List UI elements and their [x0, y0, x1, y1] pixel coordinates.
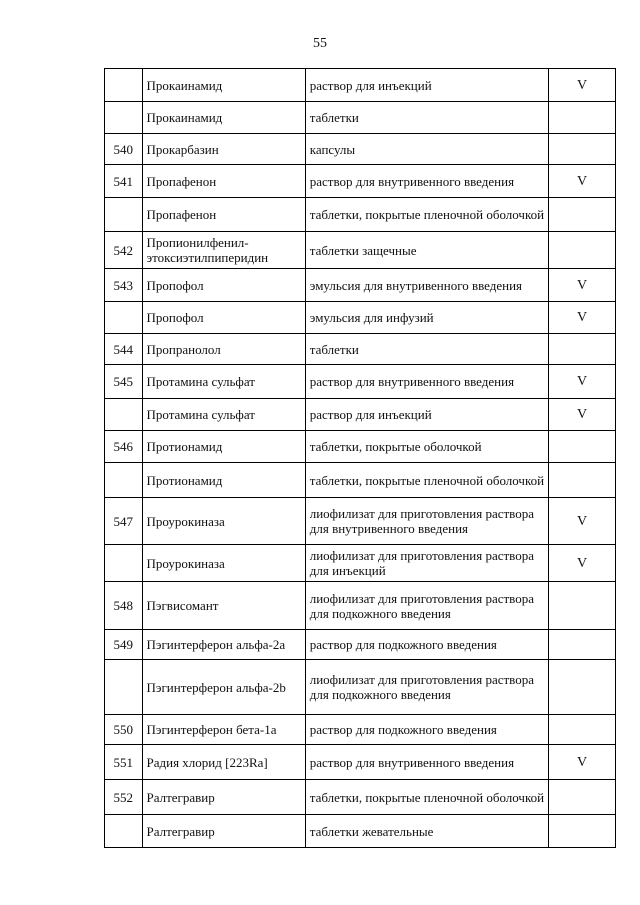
essential-mark: V	[549, 269, 616, 302]
row-number: 552	[105, 780, 143, 815]
dosage-form: лиофилизат для приготовления раствора для инъекций	[305, 545, 548, 582]
drug-name: Прокаинамид	[142, 102, 305, 134]
essential-mark	[549, 463, 616, 498]
drug-name: Пропранолол	[142, 334, 305, 365]
row-number: 547	[105, 498, 143, 545]
dosage-form: раствор для подкожного введения	[305, 630, 548, 660]
table-row	[105, 232, 616, 269]
drug-name: Пропафенон	[142, 198, 305, 232]
table-row	[105, 365, 616, 399]
row-number	[105, 302, 143, 334]
drug-name: Пропофол	[142, 269, 305, 302]
table-row	[105, 498, 616, 545]
dosage-form: таблетки	[305, 334, 548, 365]
dosage-form: эмульсия для инфузий	[305, 302, 548, 334]
drug-name: Пэгвисомант	[142, 582, 305, 630]
essential-mark	[549, 815, 616, 848]
table-row	[105, 165, 616, 198]
drug-name: Пэгинтерферон бета-1a	[142, 715, 305, 745]
essential-mark	[549, 582, 616, 630]
table-row	[105, 69, 616, 102]
table-row	[105, 780, 616, 815]
medication-table-body	[105, 69, 616, 848]
row-number: 551	[105, 745, 143, 780]
table-row	[105, 334, 616, 365]
dosage-form: таблетки защечные	[305, 232, 548, 269]
drug-name: Проурокиназа	[142, 545, 305, 582]
essential-mark: V	[549, 69, 616, 102]
table-row	[105, 815, 616, 848]
table-row	[105, 463, 616, 498]
row-number	[105, 399, 143, 431]
table-row	[105, 545, 616, 582]
essential-mark: V	[549, 165, 616, 198]
row-number	[105, 102, 143, 134]
essential-mark: V	[549, 745, 616, 780]
table-row	[105, 431, 616, 463]
row-number: 549	[105, 630, 143, 660]
dosage-form: раствор для инъекций	[305, 399, 548, 431]
drug-name: Ралтегравир	[142, 815, 305, 848]
drug-name: Пропионилфенил-этоксиэтилпиперидин	[142, 232, 305, 269]
essential-mark: V	[549, 498, 616, 545]
essential-mark: V	[549, 545, 616, 582]
dosage-form: раствор для инъекций	[305, 69, 548, 102]
row-number: 546	[105, 431, 143, 463]
drug-name: Протамина сульфат	[142, 365, 305, 399]
dosage-form: таблетки, покрытые пленочной оболочкой	[305, 780, 548, 815]
row-number	[105, 545, 143, 582]
dosage-form: таблетки жевательные	[305, 815, 548, 848]
row-number: 543	[105, 269, 143, 302]
drug-name: Прокаинамид	[142, 69, 305, 102]
drug-name: Радия хлорид [223Ra]	[142, 745, 305, 780]
essential-mark: V	[549, 365, 616, 399]
essential-mark	[549, 334, 616, 365]
table-row	[105, 269, 616, 302]
table-row	[105, 715, 616, 745]
dosage-form: раствор для внутривенного введения	[305, 745, 548, 780]
table-row	[105, 399, 616, 431]
table-row	[105, 134, 616, 165]
dosage-form: таблетки, покрытые оболочкой	[305, 431, 548, 463]
dosage-form: лиофилизат для приготовления раствора для внутривенного введения	[305, 498, 548, 545]
dosage-form: лиофилизат для приготовления раствора для подкожного введения	[305, 582, 548, 630]
table-row	[105, 198, 616, 232]
row-number: 540	[105, 134, 143, 165]
essential-mark	[549, 660, 616, 715]
dosage-form: раствор для внутривенного введения	[305, 365, 548, 399]
table-row	[105, 660, 616, 715]
essential-mark: V	[549, 399, 616, 431]
row-number: 545	[105, 365, 143, 399]
medication-table	[104, 68, 616, 848]
dosage-form: таблетки, покрытые пленочной оболочкой	[305, 463, 548, 498]
dosage-form: таблетки, покрытые пленочной оболочкой	[305, 198, 548, 232]
dosage-form: лиофилизат для приготовления раствора для подкожного введения	[305, 660, 548, 715]
row-number	[105, 463, 143, 498]
dosage-form: таблетки	[305, 102, 548, 134]
row-number	[105, 660, 143, 715]
page-number: 55	[313, 36, 327, 51]
essential-mark	[549, 232, 616, 269]
dosage-form: раствор для внутривенного введения	[305, 165, 548, 198]
row-number	[105, 815, 143, 848]
row-number: 544	[105, 334, 143, 365]
drug-name: Пропафенон	[142, 165, 305, 198]
essential-mark: V	[549, 302, 616, 334]
drug-name: Протионамид	[142, 463, 305, 498]
row-number: 548	[105, 582, 143, 630]
row-number: 542	[105, 232, 143, 269]
table-row	[105, 102, 616, 134]
row-number: 550	[105, 715, 143, 745]
dosage-form: раствор для подкожного введения	[305, 715, 548, 745]
row-number: 541	[105, 165, 143, 198]
essential-mark	[549, 102, 616, 134]
drug-name: Ралтегравир	[142, 780, 305, 815]
drug-name: Пэгинтерферон альфа-2b	[142, 660, 305, 715]
table-row	[105, 630, 616, 660]
drug-name: Проурокиназа	[142, 498, 305, 545]
essential-mark	[549, 715, 616, 745]
drug-name: Протамина сульфат	[142, 399, 305, 431]
essential-mark	[549, 780, 616, 815]
essential-mark	[549, 431, 616, 463]
drug-name: Пэгинтерферон альфа-2a	[142, 630, 305, 660]
drug-name: Прокарбазин	[142, 134, 305, 165]
row-number	[105, 198, 143, 232]
table-row	[105, 302, 616, 334]
dosage-form: капсулы	[305, 134, 548, 165]
table-row	[105, 582, 616, 630]
essential-mark	[549, 630, 616, 660]
essential-mark	[549, 134, 616, 165]
dosage-form: эмульсия для внутривенного введения	[305, 269, 548, 302]
table-row	[105, 745, 616, 780]
row-number	[105, 69, 143, 102]
drug-name: Пропофол	[142, 302, 305, 334]
drug-name: Протионамид	[142, 431, 305, 463]
essential-mark	[549, 198, 616, 232]
